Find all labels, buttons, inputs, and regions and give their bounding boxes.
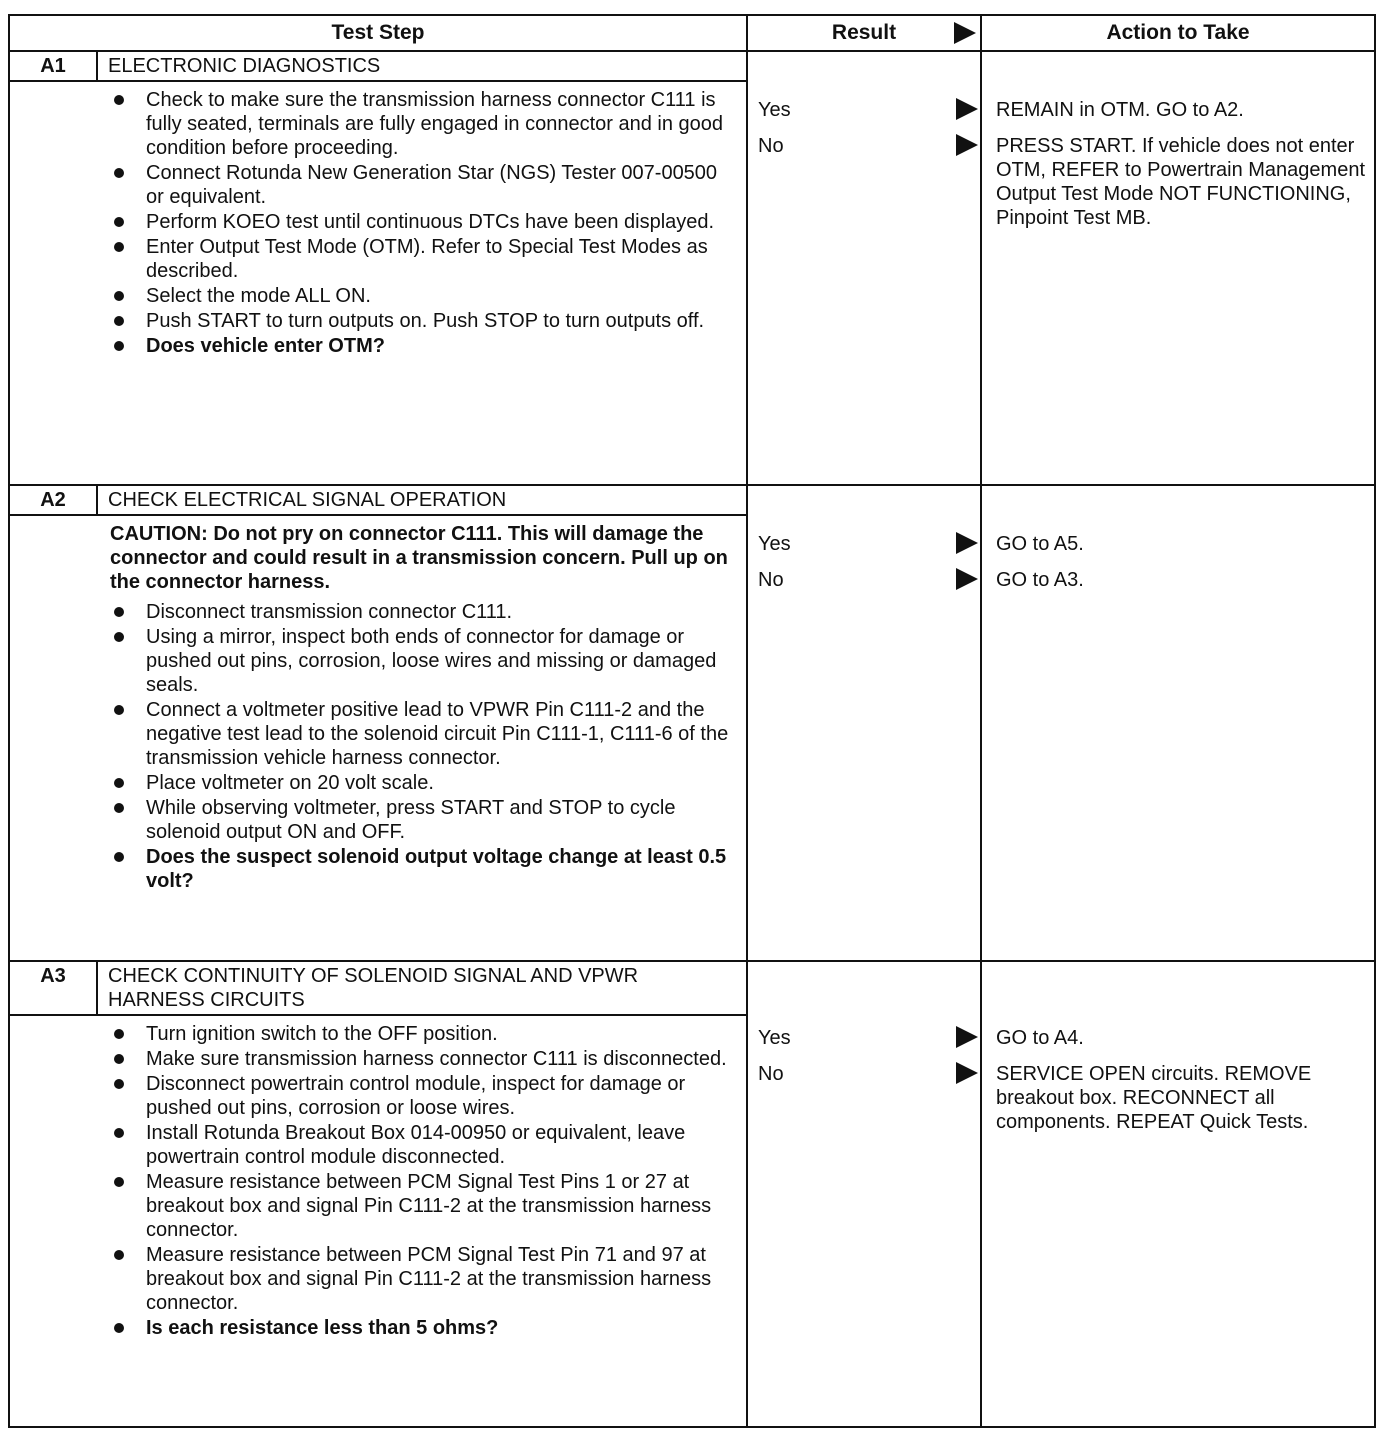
step-title: CHECK ELECTRICAL SIGNAL OPERATION	[108, 489, 507, 511]
bullet-icon	[114, 341, 124, 351]
result-label: Yes	[758, 1027, 791, 1049]
list-item	[110, 625, 738, 697]
list-item-text: Measure resistance between PCM Signal Test Pins 1 or 27 at breakout box and signal Pin C111-2 at the transmission harness connector.	[146, 1171, 712, 1241]
result-label: No	[758, 135, 784, 157]
list-item-text: Connect Rotunda New Generation Star (NGS) Tester 007-00500 or equivalent.	[146, 162, 718, 208]
arrow-right-icon	[956, 568, 978, 590]
bullet-list	[110, 88, 738, 358]
result-label: No	[758, 569, 784, 591]
step-id: A3	[10, 962, 98, 1014]
arrow-right-icon	[956, 1062, 978, 1084]
list-item	[110, 161, 738, 209]
bullet-icon	[114, 1177, 124, 1187]
list-item-text: While observing voltmeter, press START and STOP to cycle solenoid output ON and OFF.	[146, 797, 676, 843]
result-label: Yes	[758, 533, 791, 555]
list-item-text: Disconnect powertrain control module, inspect for damage or pushed out pins, corrosion or loose wires.	[146, 1073, 686, 1119]
list-item-text: Push START to turn outputs on. Push STOP to turn outputs off.	[146, 310, 705, 332]
action-no: PRESS START. If vehicle does not enter OTM, REFER to Powertrain Management Output Test Mode NOT FUNCTIONING, Pinpoint Test MB.	[996, 135, 1366, 229]
step-row-a3	[9, 961, 1375, 1427]
result-label: Yes	[758, 99, 791, 121]
bullet-icon	[114, 607, 124, 617]
bullet-icon	[114, 1250, 124, 1260]
arrow-right-icon	[954, 22, 976, 44]
list-item	[110, 210, 738, 234]
step-titlebar	[10, 962, 746, 1016]
result-no	[758, 1062, 980, 1098]
question-item	[110, 1316, 738, 1340]
list-item-text: Select the mode ALL ON.	[146, 285, 371, 307]
step-cell	[9, 485, 747, 961]
step-row-a1	[9, 51, 1375, 485]
bullet-icon	[114, 95, 124, 105]
list-item	[110, 309, 738, 333]
list-item	[110, 284, 738, 308]
bullet-icon	[114, 705, 124, 715]
bullet-icon	[114, 803, 124, 813]
bullet-list	[110, 600, 738, 893]
bullet-icon	[114, 1079, 124, 1089]
list-item	[110, 235, 738, 283]
bullet-icon	[114, 168, 124, 178]
question-text: Does the suspect solenoid output voltage change at least 0.5 volt?	[146, 846, 727, 892]
list-item-text: Place voltmeter on 20 volt scale.	[146, 772, 434, 794]
step-titlebar	[10, 486, 746, 516]
step-cell	[9, 961, 747, 1427]
result-yes	[758, 1026, 980, 1062]
list-item	[110, 600, 738, 624]
list-item-text: Using a mirror, inspect both ends of connector for damage or pushed out pins, corrosion, loose wires and missing or damaged seals.	[146, 626, 717, 696]
arrow-right-icon	[956, 532, 978, 554]
result-yes	[758, 532, 980, 568]
action-header: Action to Take	[981, 15, 1375, 51]
arrow-right-icon	[956, 1026, 978, 1048]
arrow-right-icon	[956, 98, 978, 120]
action-no: SERVICE OPEN circuits. REMOVE breakout box. RECONNECT all components. REPEAT Quick Tests.	[996, 1063, 1312, 1133]
question-item	[110, 845, 738, 893]
bullet-icon	[114, 852, 124, 862]
list-item	[110, 1243, 738, 1315]
bullet-list	[110, 1022, 738, 1340]
step-cell	[9, 51, 747, 485]
action-no: GO to A3.	[996, 569, 1084, 591]
list-item-text: Turn ignition switch to the OFF position.	[146, 1023, 498, 1045]
question-item	[110, 334, 738, 358]
action-yes: REMAIN in OTM. GO to A2.	[996, 99, 1244, 121]
bullet-icon	[114, 1323, 124, 1333]
step-id: A1	[10, 52, 98, 80]
list-item-text: Make sure transmission harness connector C111 is disconnected.	[146, 1048, 727, 1070]
question-text: Does vehicle enter OTM?	[146, 335, 385, 357]
list-item-text: Disconnect transmission connector C111.	[146, 601, 513, 623]
bullet-icon	[114, 632, 124, 642]
action-cell	[981, 961, 1375, 1427]
bullet-icon	[114, 217, 124, 227]
result-header	[747, 15, 981, 51]
bullet-icon	[114, 316, 124, 326]
action-cell	[981, 51, 1375, 485]
list-item	[110, 1121, 738, 1169]
header-row	[9, 15, 1375, 51]
arrow-right-icon	[956, 134, 978, 156]
step-id: A2	[10, 486, 98, 514]
bullet-icon	[114, 778, 124, 788]
list-item-text: Enter Output Test Mode (OTM). Refer to Special Test Modes as described.	[146, 236, 708, 282]
list-item	[110, 1022, 738, 1046]
bullet-icon	[114, 1054, 124, 1064]
result-label: No	[758, 1063, 784, 1085]
result-cell	[747, 485, 981, 961]
caution-note: CAUTION: Do not pry on connector C111. This will damage the connector and could result in a transmission concern. Pull up on the connector harness.	[110, 523, 728, 593]
list-item	[110, 698, 738, 770]
action-yes: GO to A5.	[996, 533, 1084, 555]
step-body	[10, 82, 746, 361]
result-cell	[747, 961, 981, 1427]
list-item	[110, 1170, 738, 1242]
action-yes: GO to A4.	[996, 1027, 1084, 1049]
bullet-icon	[114, 1128, 124, 1138]
list-item-text: Perform KOEO test until continuous DTCs have been displayed.	[146, 211, 715, 233]
result-no	[758, 134, 980, 170]
list-item-text: Install Rotunda Breakout Box 014-00950 or equivalent, leave powertrain control module disconnected.	[146, 1122, 686, 1168]
test-step-header: Test Step	[9, 15, 747, 51]
list-item	[110, 88, 738, 160]
list-item-text: Connect a voltmeter positive lead to VPWR Pin C111-2 and the negative test lead to the solenoid circuit Pin C111-1, C111-6 of the transmission vehicle harness connector.	[146, 699, 729, 769]
step-body	[10, 516, 746, 896]
result-cell	[747, 51, 981, 485]
step-title: ELECTRONIC DIAGNOSTICS	[108, 55, 381, 77]
step-row-a2	[9, 485, 1375, 961]
step-title: CHECK CONTINUITY OF SOLENOID SIGNAL AND VPWR HARNESS CIRCUITS	[108, 965, 639, 1011]
step-titlebar	[10, 52, 746, 82]
list-item	[110, 1072, 738, 1120]
list-item	[110, 1047, 738, 1071]
diagnostic-test-table	[8, 14, 1376, 1428]
result-yes	[758, 98, 980, 134]
question-text: Is each resistance less than 5 ohms?	[146, 1317, 499, 1339]
bullet-icon	[114, 291, 124, 301]
list-item-text: Measure resistance between PCM Signal Test Pin 71 and 97 at breakout box and signal Pin C111-2 at the transmission harness connector.	[146, 1244, 712, 1314]
bullet-icon	[114, 1029, 124, 1039]
action-cell	[981, 485, 1375, 961]
result-no	[758, 568, 980, 604]
bullet-icon	[114, 242, 124, 252]
list-item	[110, 796, 738, 844]
list-item	[110, 771, 738, 795]
result-header-label: Result	[831, 21, 897, 44]
step-body	[10, 1016, 746, 1343]
list-item-text: Check to make sure the transmission harness connector C111 is fully seated, terminals are fully engaged in connector and in good condition before proceeding.	[146, 89, 724, 159]
